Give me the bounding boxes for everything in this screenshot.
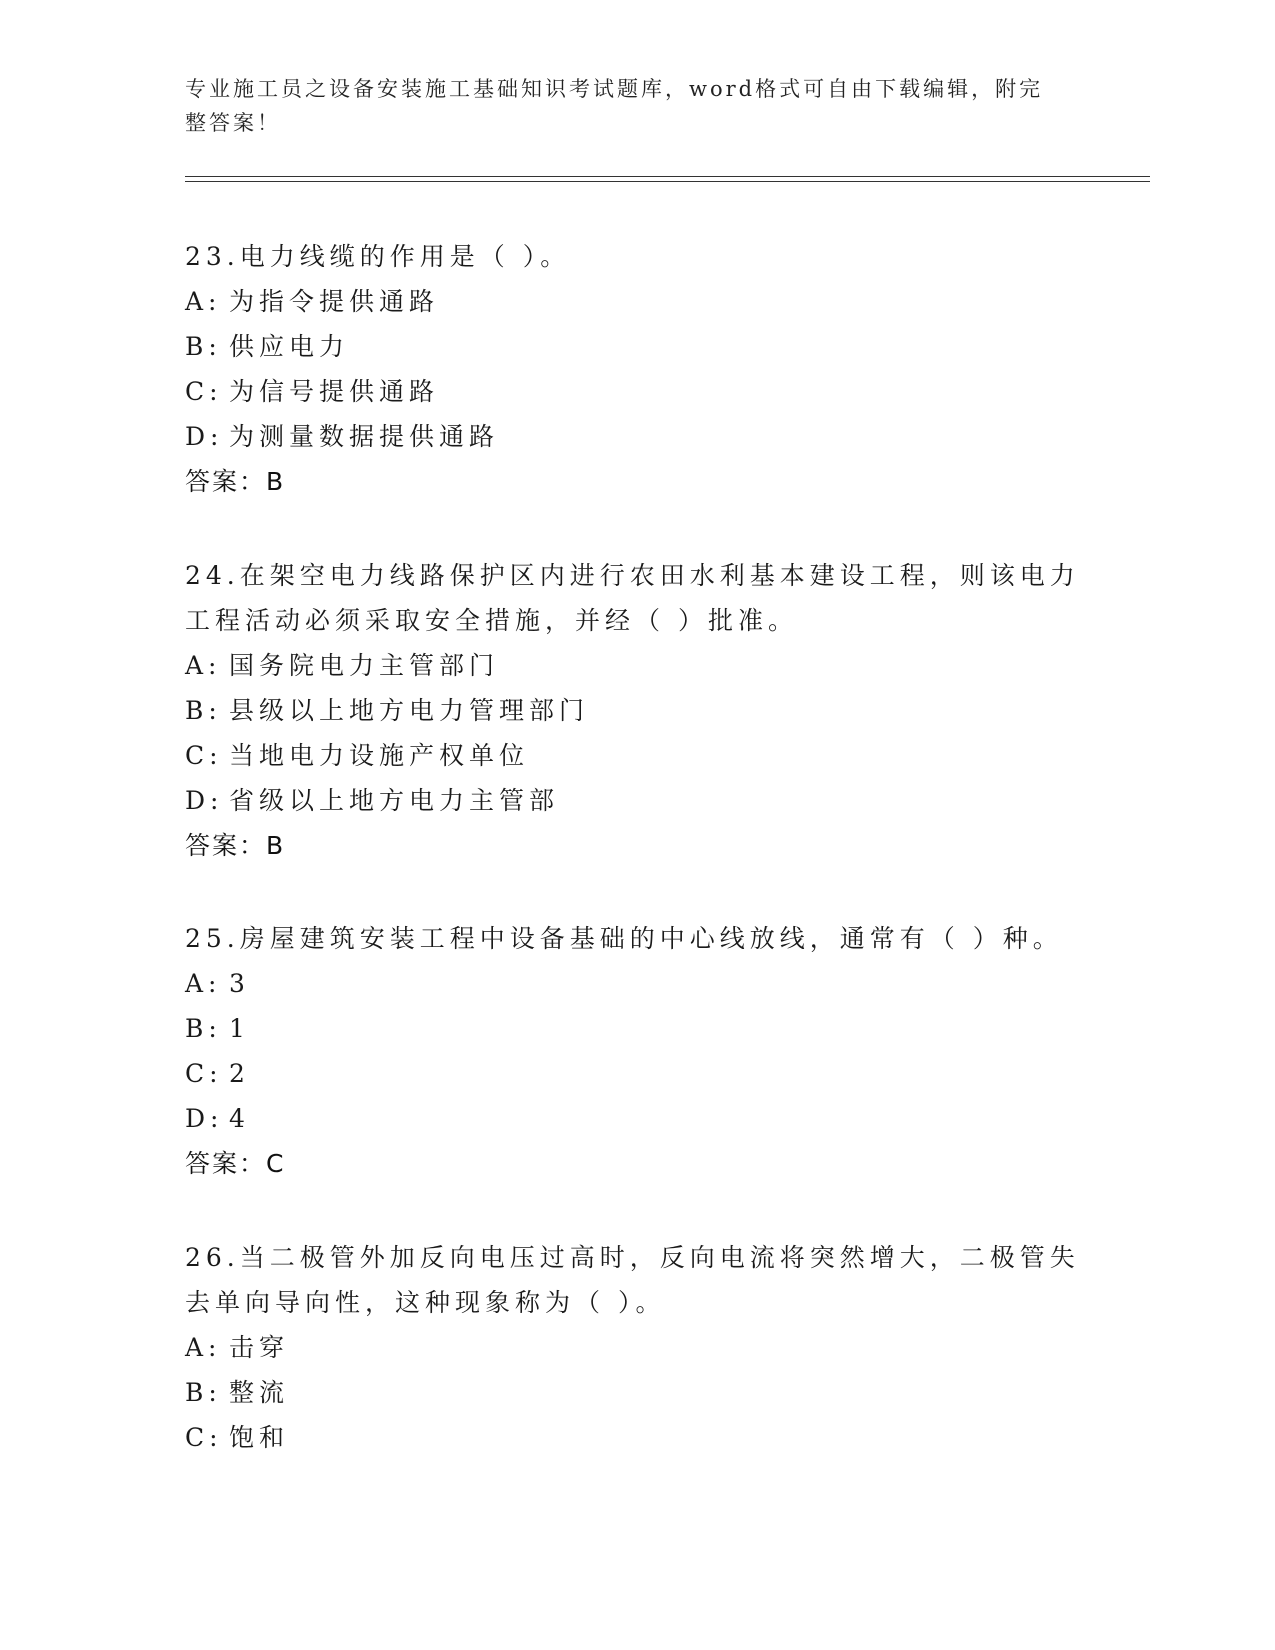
option-key: A: [185, 1333, 222, 1362]
option-key: A: [185, 651, 222, 680]
option-key: B: [185, 1014, 222, 1043]
option-text: 整流 [229, 1378, 290, 1407]
option-key: B: [185, 696, 222, 725]
option-key: C: [185, 741, 223, 770]
header-divider-top [185, 176, 1150, 177]
question-stem: 23.电力线缆的作用是（ ）。 [185, 242, 571, 271]
option-a [185, 279, 1085, 324]
question-stem: 26.当二极管外加反向电压过高时，反向电流将突然增大，二极管失去单向导向性，这种现象称为（ ）。 [185, 1243, 1080, 1317]
question-stem: 25.房屋建筑安装工程中设备基础的中心线放线，通常有（ ）种。 [185, 924, 1063, 953]
option-a [185, 961, 1085, 1006]
question-stem: 24.在架空电力线路保护区内进行农田水利基本建设工程，则该电力工程活动必须采取安全措施，并经（ ）批准。 [185, 561, 1080, 635]
option-text: 为信号提供通路 [229, 377, 440, 406]
option-a [185, 643, 1085, 688]
option-b [185, 1006, 1085, 1051]
answer-line: 答案：B [185, 831, 286, 860]
option-text: 3 [229, 969, 250, 998]
option-text: 县级以上地方电力管理部门 [229, 696, 590, 725]
header-divider-bottom [185, 181, 1150, 182]
option-text: 4 [229, 1104, 250, 1133]
question-23 [185, 234, 1085, 504]
option-text: 2 [229, 1059, 250, 1088]
option-text: 供应电力 [229, 332, 350, 361]
option-key: A: [185, 969, 222, 998]
option-key: A: [185, 287, 222, 316]
option-text: 国务院电力主管部门 [229, 651, 500, 680]
option-text: 击穿 [229, 1333, 290, 1362]
option-b [185, 688, 1085, 733]
option-key: C: [185, 1423, 223, 1452]
option-text: 为测量数据提供通路 [229, 422, 500, 451]
option-text: 当地电力设施产权单位 [229, 741, 530, 770]
option-key: B: [185, 332, 222, 361]
answer-line: 答案：B [185, 467, 286, 496]
question-25 [185, 916, 1085, 1186]
answer-line: 答案：C [185, 1149, 286, 1178]
option-b [185, 324, 1085, 369]
option-key: D: [185, 422, 224, 451]
question-26 [185, 1235, 1085, 1460]
option-c [185, 369, 1085, 414]
document-header: 专业施工员之设备安装施工基础知识考试题库，word格式可自由下载编辑，附完整答案！ [185, 77, 1044, 135]
option-key: C: [185, 1059, 223, 1088]
option-c [185, 733, 1085, 778]
option-key: D: [185, 786, 224, 815]
option-c [185, 1415, 1085, 1460]
option-key: C: [185, 377, 223, 406]
option-b [185, 1370, 1085, 1415]
option-d [185, 778, 1085, 823]
question-24 [185, 553, 1085, 868]
option-text: 省级以上地方电力主管部 [229, 786, 560, 815]
option-d [185, 414, 1085, 459]
option-d [185, 1096, 1085, 1141]
option-c [185, 1051, 1085, 1096]
option-text: 饱和 [229, 1423, 290, 1452]
option-text: 为指令提供通路 [229, 287, 440, 316]
option-key: D: [185, 1104, 224, 1133]
option-a [185, 1325, 1085, 1370]
option-key: B: [185, 1378, 222, 1407]
option-text: 1 [229, 1014, 250, 1043]
